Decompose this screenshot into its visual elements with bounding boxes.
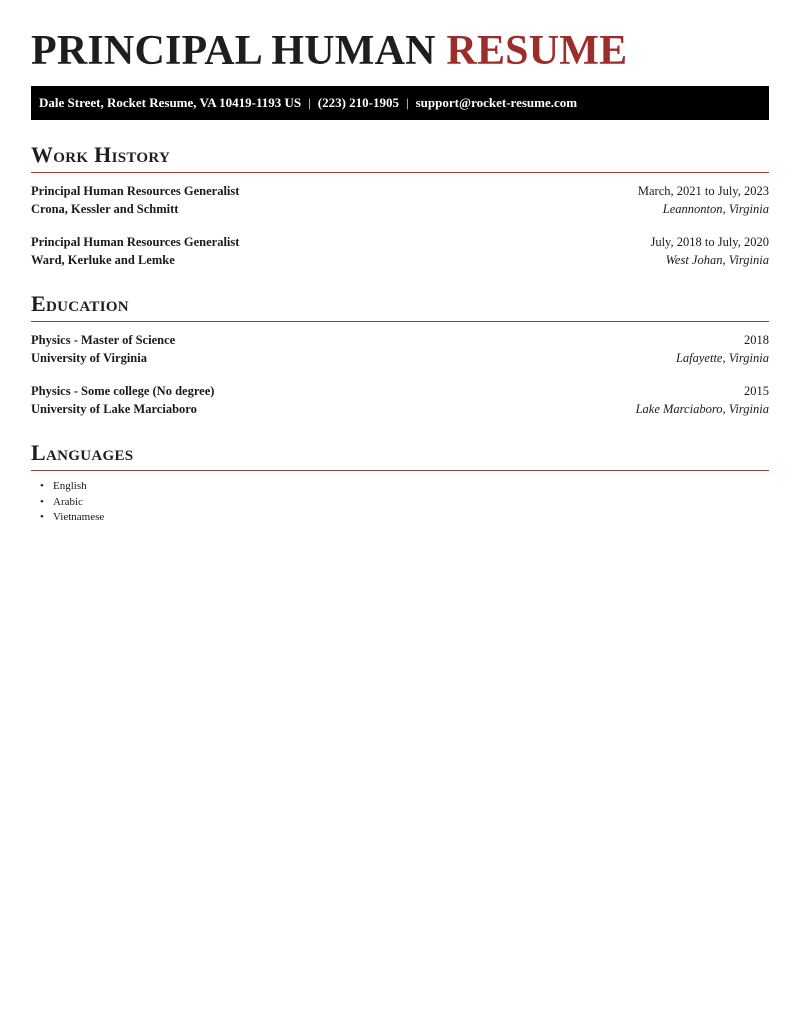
language-item: • English (53, 479, 769, 495)
section-divider (31, 172, 769, 173)
school-location: Lafayette, Virginia (675, 351, 769, 365)
job-location: West Johan, Virginia (665, 253, 769, 267)
work-entry (31, 182, 769, 218)
job-location: Leannonton, Virginia (662, 202, 769, 216)
school-location: Lake Marciaboro, Virginia (635, 402, 769, 416)
languages-list (31, 479, 769, 526)
graduation-year: 2015 (744, 384, 769, 398)
title-main: PRINCIPAL HUMAN (31, 28, 436, 74)
language-item: • Vietnamese (53, 510, 769, 526)
employer-name: Crona, Kessler and Schmitt (31, 202, 179, 216)
education-heading: Education (31, 291, 129, 316)
languages-heading: Languages (31, 440, 134, 465)
language-item: • Arabic (53, 495, 769, 511)
education-entry (31, 382, 769, 418)
job-dates: March, 2021 to July, 2023 (637, 184, 769, 198)
job-title: Principal Human Resources Generalist (31, 235, 240, 249)
graduation-year: 2018 (744, 333, 769, 347)
contact-address: Dale Street, Rocket Resume, VA 10419-1193 US (39, 95, 302, 110)
job-dates: July, 2018 to July, 2020 (650, 235, 769, 249)
contact-email: support@rocket-resume.com (415, 95, 578, 110)
school-name: University of Virginia (31, 351, 147, 365)
contact-bar (31, 86, 769, 120)
school-name: University of Lake Marciaboro (31, 402, 197, 416)
contact-separator: | (406, 95, 409, 110)
education-entry (31, 331, 769, 367)
education-section (31, 291, 769, 418)
employer-name: Ward, Kerluke and Lemke (31, 253, 175, 267)
title-accent: RESUME (446, 28, 628, 74)
section-divider (31, 470, 769, 471)
job-title: Principal Human Resources Generalist (31, 184, 240, 198)
contact-phone: (223) 210-1905 (317, 95, 400, 110)
contact-separator: | (308, 95, 311, 110)
work-entry (31, 233, 769, 269)
section-divider (31, 321, 769, 322)
languages-section (31, 440, 769, 526)
resume-title (31, 0, 769, 75)
degree-name: Physics - Master of Science (31, 333, 176, 347)
work-history-section (31, 142, 769, 269)
work-history-heading: Work History (31, 142, 171, 167)
degree-name: Physics - Some college (No degree) (31, 384, 215, 398)
